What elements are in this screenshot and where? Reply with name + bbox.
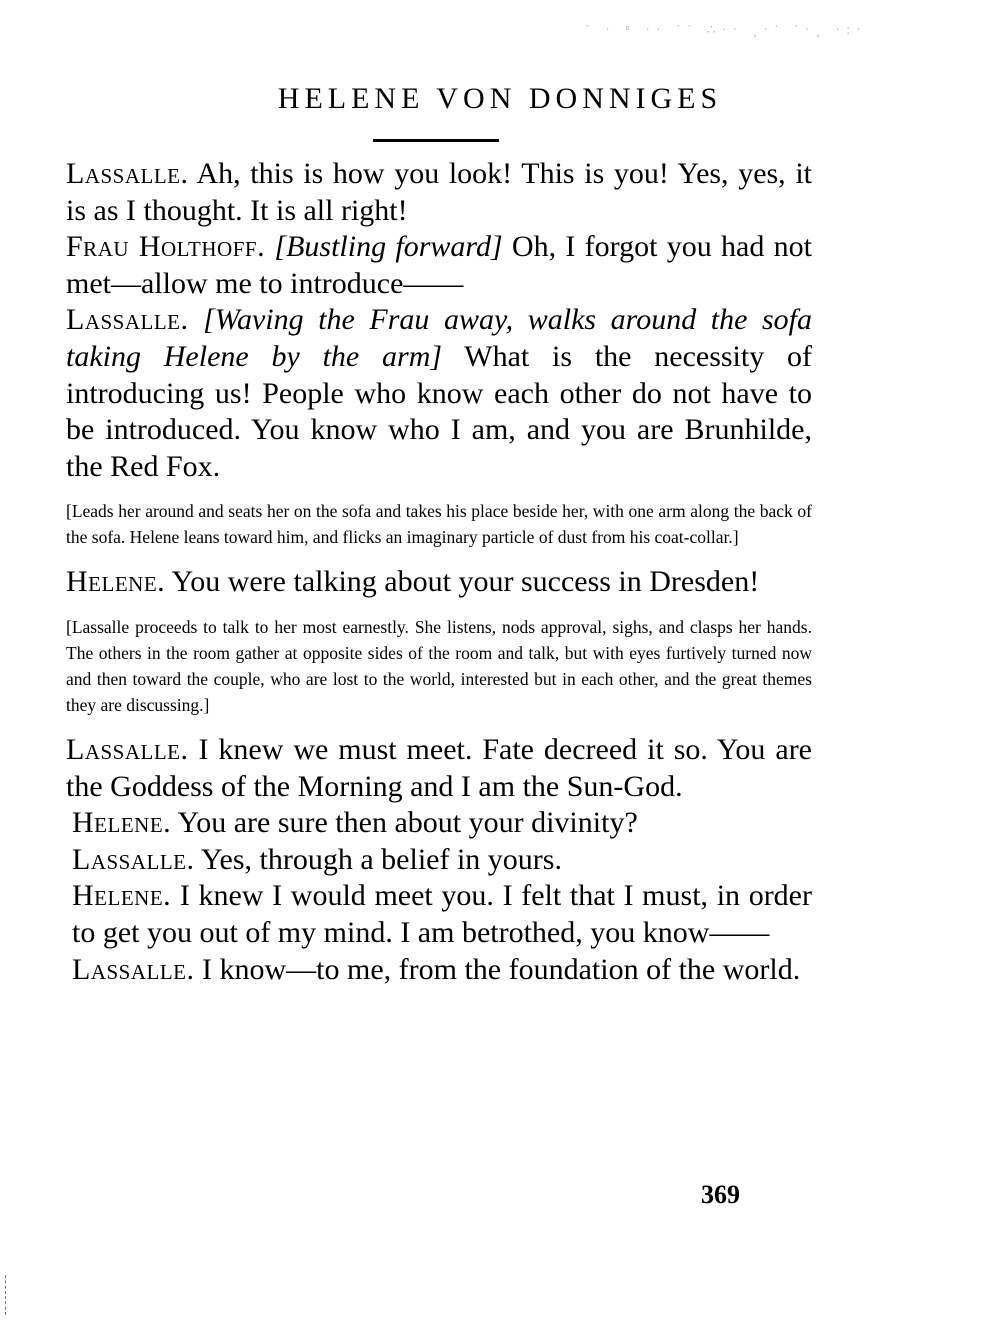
speaker-name: Lassalle.	[66, 732, 189, 766]
speech-lassalle-3	[66, 732, 812, 805]
running-header: HELENE VON DONNIGES	[277, 82, 723, 115]
speaker-name: Helene.	[66, 565, 166, 599]
speech-lassalle-1	[66, 156, 812, 229]
speech-text: I knew I would meet you. I felt that I must, in order to get you out of my mind. I am betrothed, you know——	[72, 879, 812, 949]
speaker-name: Lassalle.	[72, 952, 195, 986]
speaker-name: Helene.	[72, 806, 172, 840]
stage-direction-2: [Lassalle proceeds to talk to her most earnestly. She listens, nods approval, sighs, and clasps her hands. The others in the room gather at opposite sides of the room and talk, but with eyes furtively turned now and then toward the couple, who are lost to the world, interested but in each other, and the great themes they are discussing.]	[66, 616, 812, 715]
stage-direction-inline: [Bustling forward]	[274, 230, 503, 264]
stage-direction-inline: [Waving the Frau away, walks around the sofa taking Helene by the arm]	[66, 303, 812, 373]
speech-lassalle-2	[66, 302, 812, 485]
speech-helene-3	[72, 878, 812, 951]
speech-holthoff	[66, 229, 812, 302]
speech-lassalle-4	[72, 842, 812, 879]
scan-edge-mark	[5, 1275, 8, 1315]
speech-text: Yes, through a belief in yours.	[194, 842, 562, 876]
page-number: 369	[701, 1180, 740, 1209]
speech-helene-1	[66, 564, 812, 601]
stage-direction-1: [Leads her around and seats her on the sofa and takes his place beside her, with one arm along the back of the sofa. Helene leans toward him, and flicks an imaginary particle of dust from his coat-collar.]	[66, 501, 812, 548]
speaker-name: Lassalle.	[66, 157, 189, 190]
speech-text: Oh, I forgot you had not met—allow me to introduce——	[66, 230, 812, 300]
speech-text: You were talking about your success in Dresden!	[165, 565, 760, 599]
speaker-name: Lassalle.	[72, 842, 195, 876]
header-rule	[373, 139, 499, 142]
speech-text: What is the necessity of introducing us! People who know each other do not have to be introduced. You know who I am, and you are Brunhilde, the Red Fox.	[66, 339, 812, 483]
speech-helene-2	[72, 805, 812, 842]
speech-text: You are sure then about your divinity?	[171, 806, 638, 840]
page-body	[66, 156, 812, 988]
speaker-name: Lassalle.	[66, 303, 189, 337]
speaker-name: Frau Holthoff.	[66, 230, 266, 264]
speech-lassalle-5	[72, 952, 812, 989]
scan-smudge: ˙ · ⁿ ·· ˙˙ ∴·· ¸·˙ ˙·¸ ·:·	[585, 23, 867, 38]
speech-text: I know—to me, from the foundation of the world.	[194, 952, 801, 986]
speech-text: Ah, this is how you look! This is you! Yes, yes, it is as I thought. It is all right!	[66, 157, 812, 227]
speaker-name: Helene.	[72, 879, 172, 913]
speech-text: I knew we must meet. Fate decreed it so. You are the Goddess of the Morning and I am the Sun-God.	[66, 732, 812, 803]
